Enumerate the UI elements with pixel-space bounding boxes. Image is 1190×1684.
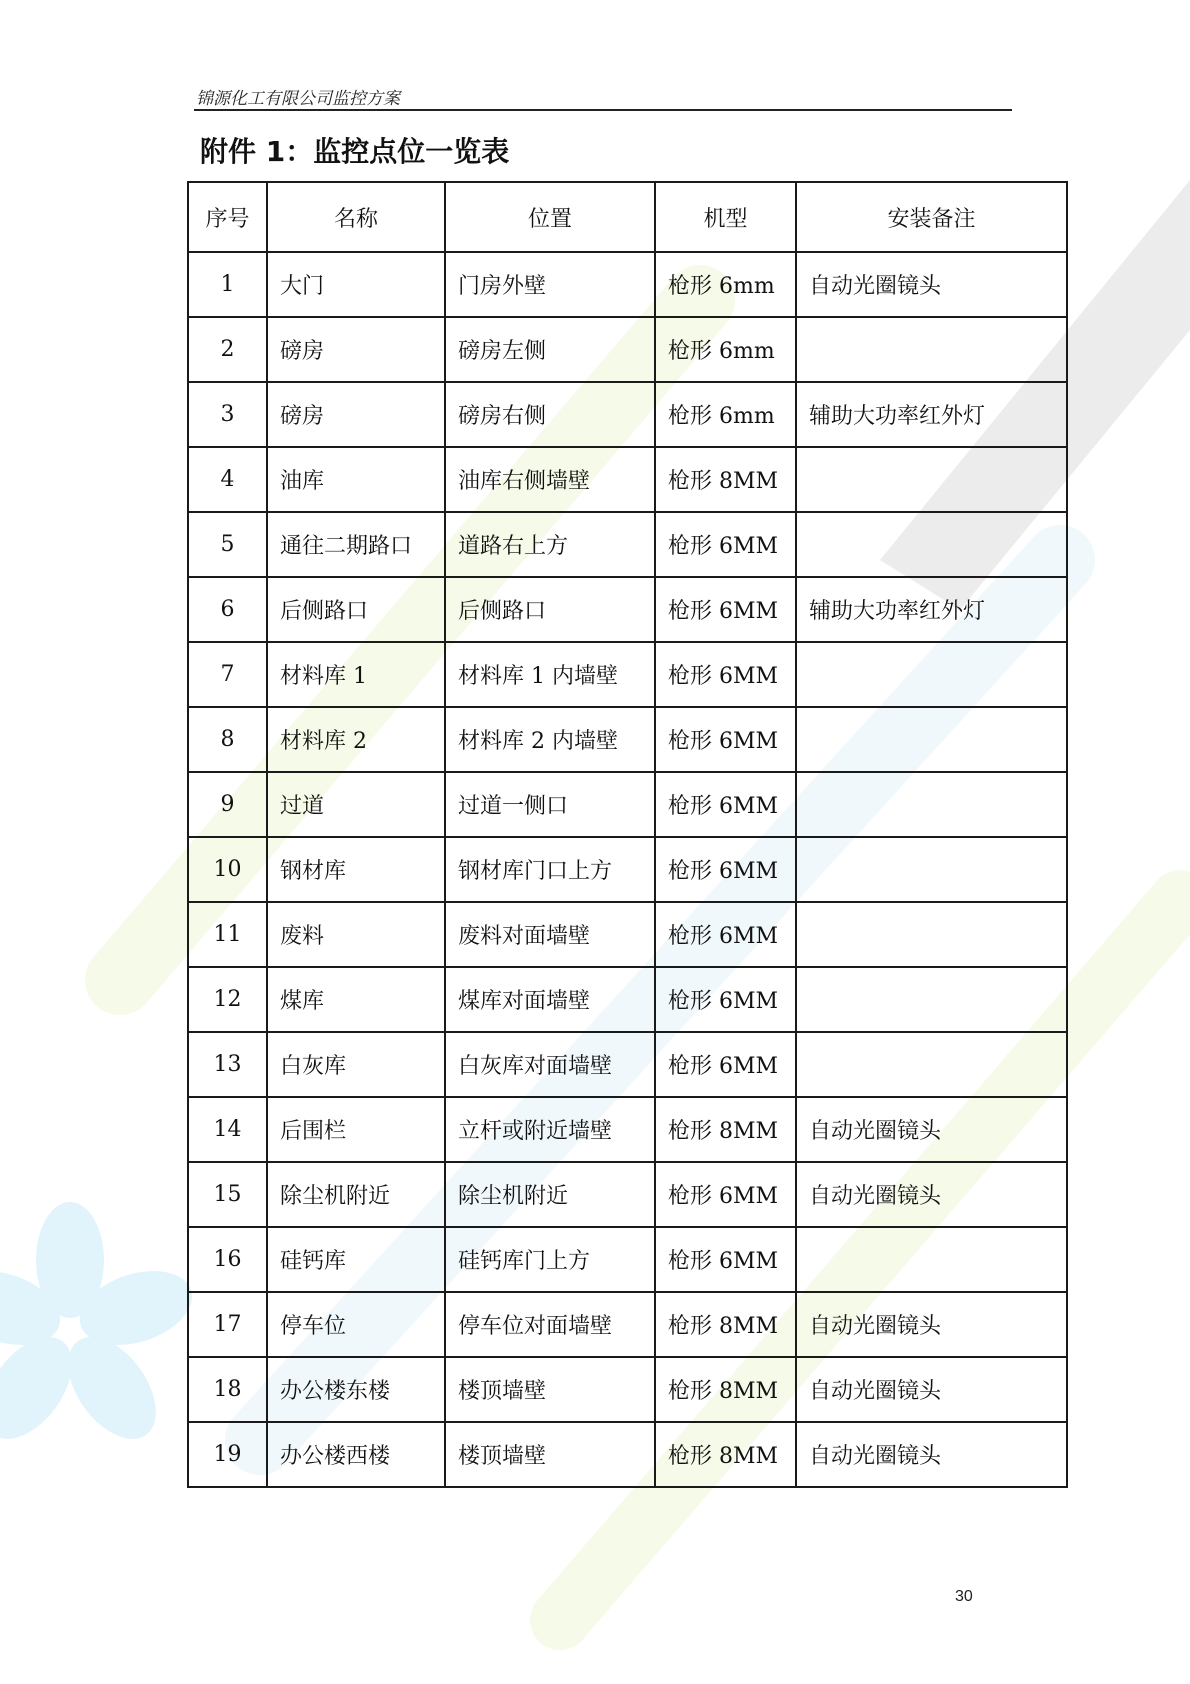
cell-location: 后侧路口: [445, 577, 655, 642]
cell-note: 自动光圈镜头: [796, 1162, 1067, 1227]
cell-no: 11: [188, 902, 267, 967]
cell-model: 枪形 6MM: [655, 1162, 796, 1227]
cell-name: 过道: [267, 772, 445, 837]
cell-note: [796, 512, 1067, 577]
cell-no: 5: [188, 512, 267, 577]
cell-model: 枪形 6MM: [655, 512, 796, 577]
table-row: [188, 902, 1067, 967]
cell-no: 14: [188, 1097, 267, 1162]
cell-model: 枪形 6MM: [655, 1227, 796, 1292]
cell-model: 枪形 6MM: [655, 707, 796, 772]
table-row: [188, 1292, 1067, 1357]
cell-no: 7: [188, 642, 267, 707]
table-row: [188, 317, 1067, 382]
table-row: [188, 1422, 1067, 1487]
table-row: [188, 512, 1067, 577]
cell-location: 钢材库门口上方: [445, 837, 655, 902]
cell-model: 枪形 6mm: [655, 252, 796, 317]
table-row: [188, 967, 1067, 1032]
cell-no: 1: [188, 252, 267, 317]
table-row: [188, 707, 1067, 772]
column-header-model: 机型: [655, 182, 796, 252]
cell-model: 枪形 6MM: [655, 1032, 796, 1097]
table-row: [188, 382, 1067, 447]
table-body: [188, 252, 1067, 1487]
column-header-location: 位置: [445, 182, 655, 252]
cell-location: 楼顶墙壁: [445, 1422, 655, 1487]
cell-name: 办公楼东楼: [267, 1357, 445, 1422]
cell-no: 12: [188, 967, 267, 1032]
cell-location: 油库右侧墙壁: [445, 447, 655, 512]
cell-name: 后围栏: [267, 1097, 445, 1162]
cell-location: 煤库对面墙壁: [445, 967, 655, 1032]
page-number: 30: [955, 1588, 973, 1605]
cell-location: 楼顶墙壁: [445, 1357, 655, 1422]
column-header-name: 名称: [267, 182, 445, 252]
cell-location: 废料对面墙壁: [445, 902, 655, 967]
cell-model: 枪形 8MM: [655, 1097, 796, 1162]
cell-note: 自动光圈镜头: [796, 1422, 1067, 1487]
cell-note: 自动光圈镜头: [796, 1292, 1067, 1357]
cell-location: 立杆或附近墙壁: [445, 1097, 655, 1162]
cell-no: 10: [188, 837, 267, 902]
cell-location: 道路右上方: [445, 512, 655, 577]
cell-model: 枪形 6mm: [655, 382, 796, 447]
table-row: [188, 1227, 1067, 1292]
table-row: [188, 642, 1067, 707]
table-row: [188, 1032, 1067, 1097]
cell-no: 8: [188, 707, 267, 772]
table-row: [188, 252, 1067, 317]
table-row: [188, 1357, 1067, 1422]
cell-no: 16: [188, 1227, 267, 1292]
cell-location: 硅钙库门上方: [445, 1227, 655, 1292]
cell-note: 自动光圈镜头: [796, 252, 1067, 317]
cell-model: 枪形 8MM: [655, 447, 796, 512]
cell-location: 过道一侧口: [445, 772, 655, 837]
cell-model: 枪形 6MM: [655, 902, 796, 967]
cell-no: 3: [188, 382, 267, 447]
cell-note: [796, 447, 1067, 512]
cell-no: 9: [188, 772, 267, 837]
cell-location: 磅房右侧: [445, 382, 655, 447]
cell-name: 材料库 1: [267, 642, 445, 707]
cell-note: [796, 772, 1067, 837]
header-rule: [194, 109, 1012, 111]
table-row: [188, 837, 1067, 902]
cell-no: 13: [188, 1032, 267, 1097]
cell-name: 废料: [267, 902, 445, 967]
cell-name: 办公楼西楼: [267, 1422, 445, 1487]
cell-note: [796, 837, 1067, 902]
table-row: [188, 1097, 1067, 1162]
cell-name: 硅钙库: [267, 1227, 445, 1292]
monitoring-points-table: [187, 181, 1068, 1488]
cell-note: 自动光圈镜头: [796, 1357, 1067, 1422]
cell-note: [796, 1227, 1067, 1292]
cell-name: 材料库 2: [267, 707, 445, 772]
cell-name: 煤库: [267, 967, 445, 1032]
cell-model: 枪形 8MM: [655, 1422, 796, 1487]
column-header-note: 安装备注: [796, 182, 1067, 252]
cell-no: 17: [188, 1292, 267, 1357]
column-header-no: 序号: [188, 182, 267, 252]
cell-no: 18: [188, 1357, 267, 1422]
cell-name: 磅房: [267, 382, 445, 447]
cell-note: 自动光圈镜头: [796, 1097, 1067, 1162]
cell-name: 油库: [267, 447, 445, 512]
cell-model: 枪形 6MM: [655, 642, 796, 707]
cell-no: 15: [188, 1162, 267, 1227]
table-row: [188, 1162, 1067, 1227]
cell-note: 辅助大功率红外灯: [796, 577, 1067, 642]
cell-no: 19: [188, 1422, 267, 1487]
cell-name: 除尘机附近: [267, 1162, 445, 1227]
cell-name: 通往二期路口: [267, 512, 445, 577]
cell-note: [796, 317, 1067, 382]
cell-location: 门房外壁: [445, 252, 655, 317]
cell-name: 白灰库: [267, 1032, 445, 1097]
cell-name: 钢材库: [267, 837, 445, 902]
table-row: [188, 447, 1067, 512]
cell-no: 4: [188, 447, 267, 512]
cell-name: 磅房: [267, 317, 445, 382]
table-row: [188, 577, 1067, 642]
cell-name: 停车位: [267, 1292, 445, 1357]
cell-model: 枪形 6mm: [655, 317, 796, 382]
cell-note: [796, 967, 1067, 1032]
cell-model: 枪形 6MM: [655, 772, 796, 837]
cell-note: [796, 1032, 1067, 1097]
cell-model: 枪形 8MM: [655, 1357, 796, 1422]
document-title: 附件 1：监控点位一览表: [200, 135, 510, 168]
table-row: [188, 772, 1067, 837]
cell-model: 枪形 8MM: [655, 1292, 796, 1357]
running-header: 锦源化工有限公司监控方案: [196, 89, 400, 109]
cell-model: 枪形 6MM: [655, 577, 796, 642]
table-header-row: [188, 182, 1067, 252]
cell-location: 材料库 2 内墙壁: [445, 707, 655, 772]
cell-note: [796, 642, 1067, 707]
cell-note: 辅助大功率红外灯: [796, 382, 1067, 447]
cell-name: 后侧路口: [267, 577, 445, 642]
cell-location: 白灰库对面墙壁: [445, 1032, 655, 1097]
cell-model: 枪形 6MM: [655, 837, 796, 902]
cell-note: [796, 902, 1067, 967]
cell-no: 2: [188, 317, 267, 382]
cell-model: 枪形 6MM: [655, 967, 796, 1032]
cell-no: 6: [188, 577, 267, 642]
cell-location: 停车位对面墙壁: [445, 1292, 655, 1357]
cell-name: 大门: [267, 252, 445, 317]
cell-location: 材料库 1 内墙壁: [445, 642, 655, 707]
cell-location: 除尘机附近: [445, 1162, 655, 1227]
cell-location: 磅房左侧: [445, 317, 655, 382]
cell-note: [796, 707, 1067, 772]
